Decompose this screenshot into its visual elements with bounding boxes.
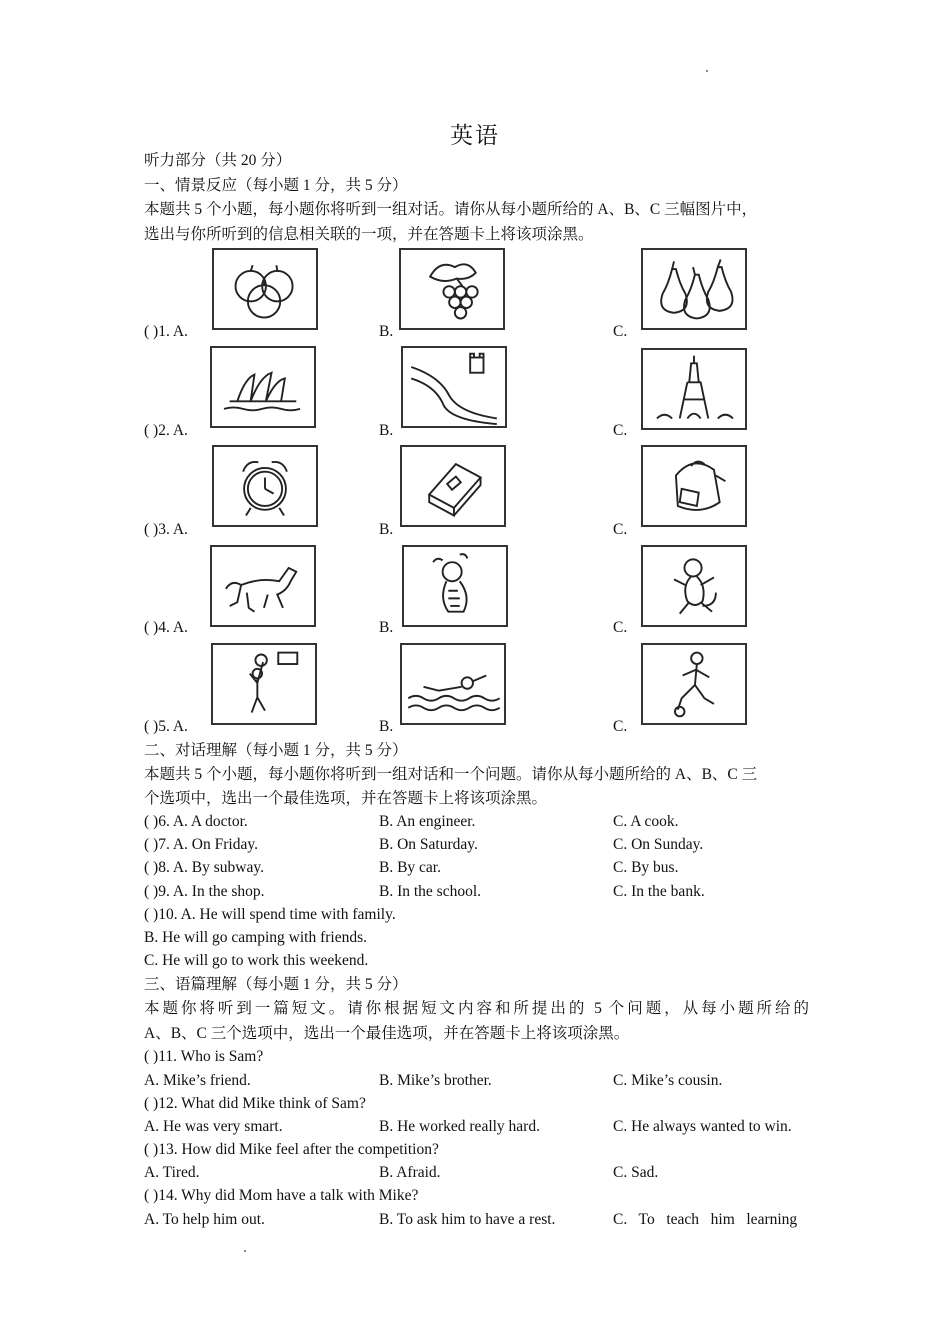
q6-option-b: B. An engineer. <box>379 813 476 830</box>
great-wall-picture <box>401 346 507 428</box>
section2-heading: 二、对话理解（每小题 1 分，共 5 分） <box>144 742 408 759</box>
soccer-picture <box>641 643 747 725</box>
opera-house-picture <box>210 346 316 428</box>
scan-speck <box>706 70 708 72</box>
soccer-icon <box>643 645 745 723</box>
apples-icon <box>214 250 316 328</box>
book-picture <box>400 445 506 527</box>
q11-option-a: A. Mike’s friend. <box>144 1072 251 1089</box>
section3-instruction-line2: A、B、C 三个选项中，选出一个最佳选项，并在答题卡上将该项涂黑。 <box>144 1025 630 1042</box>
q13-option-b: B. Afraid. <box>379 1164 441 1181</box>
apples-picture <box>212 248 318 330</box>
q4-option-c: C. <box>613 619 628 636</box>
q14-option-b: B. To ask him to have a rest. <box>379 1211 556 1228</box>
q14-option-c: C. To teach him learning <box>613 1211 798 1228</box>
section2-instruction-line2: 个选项中，选出一个最佳选项，并在答题卡上将该项涂黑。 <box>144 790 548 807</box>
section1-heading: 一、情景反应（每小题 1 分，共 5 分） <box>144 177 408 194</box>
pears-icon <box>643 250 745 328</box>
q6-option-a: ( )6. A. A doctor. <box>144 813 248 830</box>
q11-option-c: C. Mike’s cousin. <box>613 1072 723 1089</box>
q7-option-a: ( )7. A. On Friday. <box>144 836 258 853</box>
horse-picture <box>210 545 316 627</box>
horse-icon <box>212 547 314 625</box>
section1-instruction-line2: 选出与你所听到的信息相关联的一项，并在答题卡上将该项涂黑。 <box>144 226 594 243</box>
q12-option-b: B. He worked really hard. <box>379 1118 540 1135</box>
q8-option-b: B. By car. <box>379 859 441 876</box>
grapes-icon <box>401 250 503 328</box>
q3-option-c: C. <box>613 521 628 538</box>
q11-option-b: B. Mike’s brother. <box>379 1072 492 1089</box>
backpack-icon <box>643 447 745 525</box>
q1-option-c: C. <box>613 323 628 340</box>
backpack-picture <box>641 445 747 527</box>
q10-option-c: C. He will go to work this weekend. <box>144 952 369 969</box>
section1-instruction-line1: 本题共 5 个小题，每小题你将听到一组对话。请你从每小题所给的 A、B、C 三幅图片中， <box>144 201 758 218</box>
book-icon <box>402 447 504 525</box>
monkey-icon <box>643 547 745 625</box>
q2-label: ( )2. A. <box>144 422 188 439</box>
q7-option-c: C. On Sunday. <box>613 836 704 853</box>
q1-label: ( )1. A. <box>144 323 188 340</box>
q10-option-a: ( )10. A. He will spend time with family. <box>144 906 396 923</box>
basketball-icon <box>213 645 315 723</box>
q9-option-a: ( )9. A. In the shop. <box>144 883 265 900</box>
q12-option-a: A. He was very smart. <box>144 1118 283 1135</box>
tiger-icon <box>404 547 506 625</box>
q5-option-c: C. <box>613 718 628 735</box>
q8-option-a: ( )8. A. By subway. <box>144 859 264 876</box>
tiger-picture <box>402 545 508 627</box>
q1-option-b: B. <box>379 323 394 340</box>
q3-label: ( )3. A. <box>144 521 188 538</box>
opera-house-icon <box>212 348 314 426</box>
alarm-clock-icon <box>214 447 316 525</box>
q14-question: ( )14. Why did Mom have a talk with Mike? <box>144 1187 419 1204</box>
section3-heading: 三、语篇理解（每小题 1 分，共 5 分） <box>144 976 408 993</box>
q8-option-c: C. By bus. <box>613 859 679 876</box>
eiffel-tower-picture <box>641 348 747 430</box>
q13-option-a: A. Tired. <box>144 1164 200 1181</box>
section2-instruction-line1: 本题共 5 个小题，每小题你将听到一组对话和一个问题。请你从每小题所给的 A、B、C 三 <box>144 766 758 783</box>
scan-speck <box>244 1250 246 1252</box>
basketball-picture <box>211 643 317 725</box>
q12-option-c: C. He always wanted to win. <box>613 1118 792 1135</box>
q12-question: ( )12. What did Mike think of Sam? <box>144 1095 366 1112</box>
page-title: 英语 <box>450 123 500 148</box>
q14-option-a: A. To help him out. <box>144 1211 265 1228</box>
q13-question: ( )13. How did Mike feel after the competition? <box>144 1141 439 1158</box>
great-wall-icon <box>403 348 505 426</box>
pears-picture <box>641 248 747 330</box>
monkey-picture <box>641 545 747 627</box>
swimming-picture <box>400 643 506 725</box>
swimming-icon <box>402 645 504 723</box>
q13-option-c: C. Sad. <box>613 1164 659 1181</box>
q9-option-c: C. In the bank. <box>613 883 705 900</box>
q4-label: ( )4. A. <box>144 619 188 636</box>
q2-option-c: C. <box>613 422 628 439</box>
q5-label: ( )5. A. <box>144 718 188 735</box>
q10-option-b: B. He will go camping with friends. <box>144 929 367 946</box>
q7-option-b: B. On Saturday. <box>379 836 478 853</box>
q11-question: ( )11. Who is Sam? <box>144 1048 264 1065</box>
q2-option-b: B. <box>379 422 394 439</box>
alarm-clock-picture <box>212 445 318 527</box>
section3-instruction-line1: 本题你将听到一篇短文。请你根据短文内容和所提出的 5 个问题，从每小题所给的 <box>144 1000 809 1017</box>
q3-option-b: B. <box>379 521 394 538</box>
q5-option-b: B. <box>379 718 394 735</box>
q6-option-c: C. A cook. <box>613 813 679 830</box>
q9-option-b: B. In the school. <box>379 883 482 900</box>
grapes-picture <box>399 248 505 330</box>
q4-option-b: B. <box>379 619 394 636</box>
eiffel-tower-icon <box>643 350 745 428</box>
listening-header: 听力部分（共 20 分） <box>144 152 292 169</box>
